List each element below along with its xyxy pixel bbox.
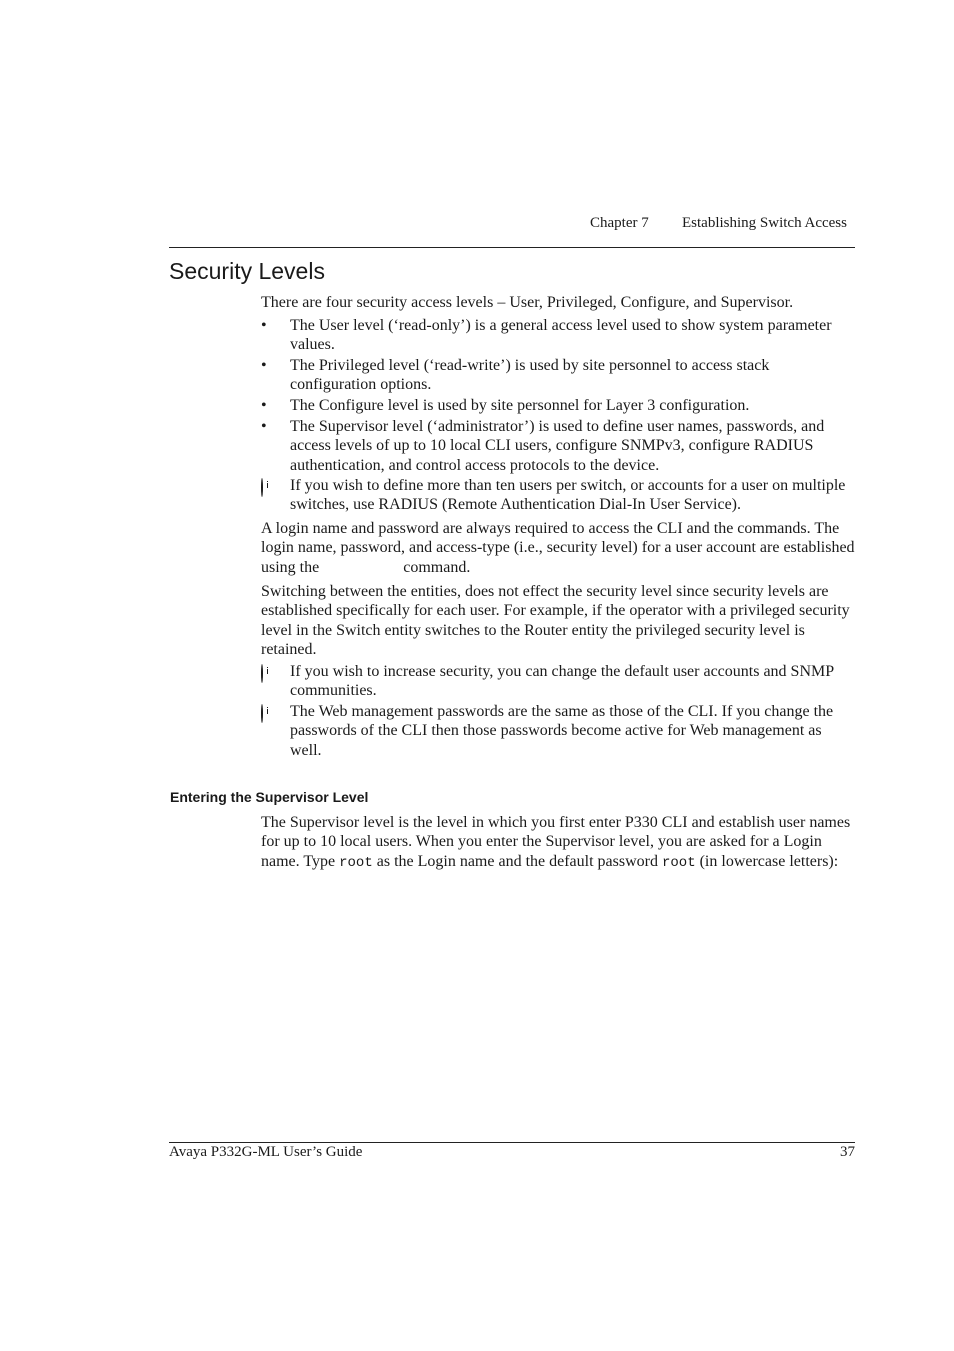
list-item-text: The User level (‘read-only’) is a general access level used to show system parameter values. [290,317,832,354]
header-chapter: Chapter 7 [590,215,649,231]
info-icon [261,664,275,678]
code-password: root [661,854,696,871]
info-icon [261,704,275,718]
footer-guide-title: Avaya P332G-ML User’s Guide [169,1144,363,1160]
bullet-icon: • [261,317,267,334]
footer-rule [169,1142,855,1143]
list-item-text: The Supervisor level (‘administrator’) is used to define user names, passwords, and access levels of up to 10 local CLI users, configure SNMPv3, configure RADIUS authentication, and control access protocols to the device. [290,418,825,474]
bullet-icon: • [261,357,267,374]
supervisor-text: as the Login name and the default password [376,852,658,870]
login-paragraph [261,519,855,577]
supervisor-paragraph [261,813,855,873]
page-number: 37 [840,1144,855,1160]
header-chapter-title: Establishing Switch Access [682,215,847,231]
list-item-text: The Privileged level (‘read-write’) is used by site personnel to access stack configuration options. [290,357,770,394]
login-paragraph-text: A login name and password are always required to access the CLI and the commands. The login name, password, and access-type (i.e., security level) for a user account are established using the [261,520,855,576]
bullet-icon: • [261,418,267,435]
subsection-title: Entering the Supervisor Level [170,789,369,805]
list-item-text: The Configure level is used by site personnel for Layer 3 configuration. [290,397,750,414]
login-paragraph-end: command. [403,558,471,576]
entities-paragraph: Switching between the entities, does not effect the security level since security levels are established specifically for each user. For example, if the operator with a privileged security level in the Switch entity switches to the Router entity the privileged security level is retained. [261,583,850,659]
supervisor-text: The Supervisor level is the level in which you first enter P330 CLI and establish user names for up to 10 local users. When you enter the Supervisor level, you are asked for a Login name. Type [261,814,851,870]
info-icon [261,478,275,492]
note-text: If you wish to define more than ten users per switch, or accounts for a user on multiple switches, use RADIUS (Remote Authentication Dial-In User Service). [290,477,846,514]
intro-paragraph: There are four security access levels – User, Privileged, Configure, and Supervisor. [261,294,794,311]
header-rule [169,247,855,248]
supervisor-text-end: (in lowercase letters): [699,852,839,870]
note-text: The Web management passwords are the same as those of the CLI. If you change the passwords of the CLI then those passwords become active for Web management as well. [290,703,834,759]
section-title: Security Levels [169,258,325,284]
bullet-icon: • [261,397,267,414]
note-text: If you wish to increase security, you can change the default user accounts and SNMP communities. [290,663,834,700]
code-login: root [339,854,373,871]
